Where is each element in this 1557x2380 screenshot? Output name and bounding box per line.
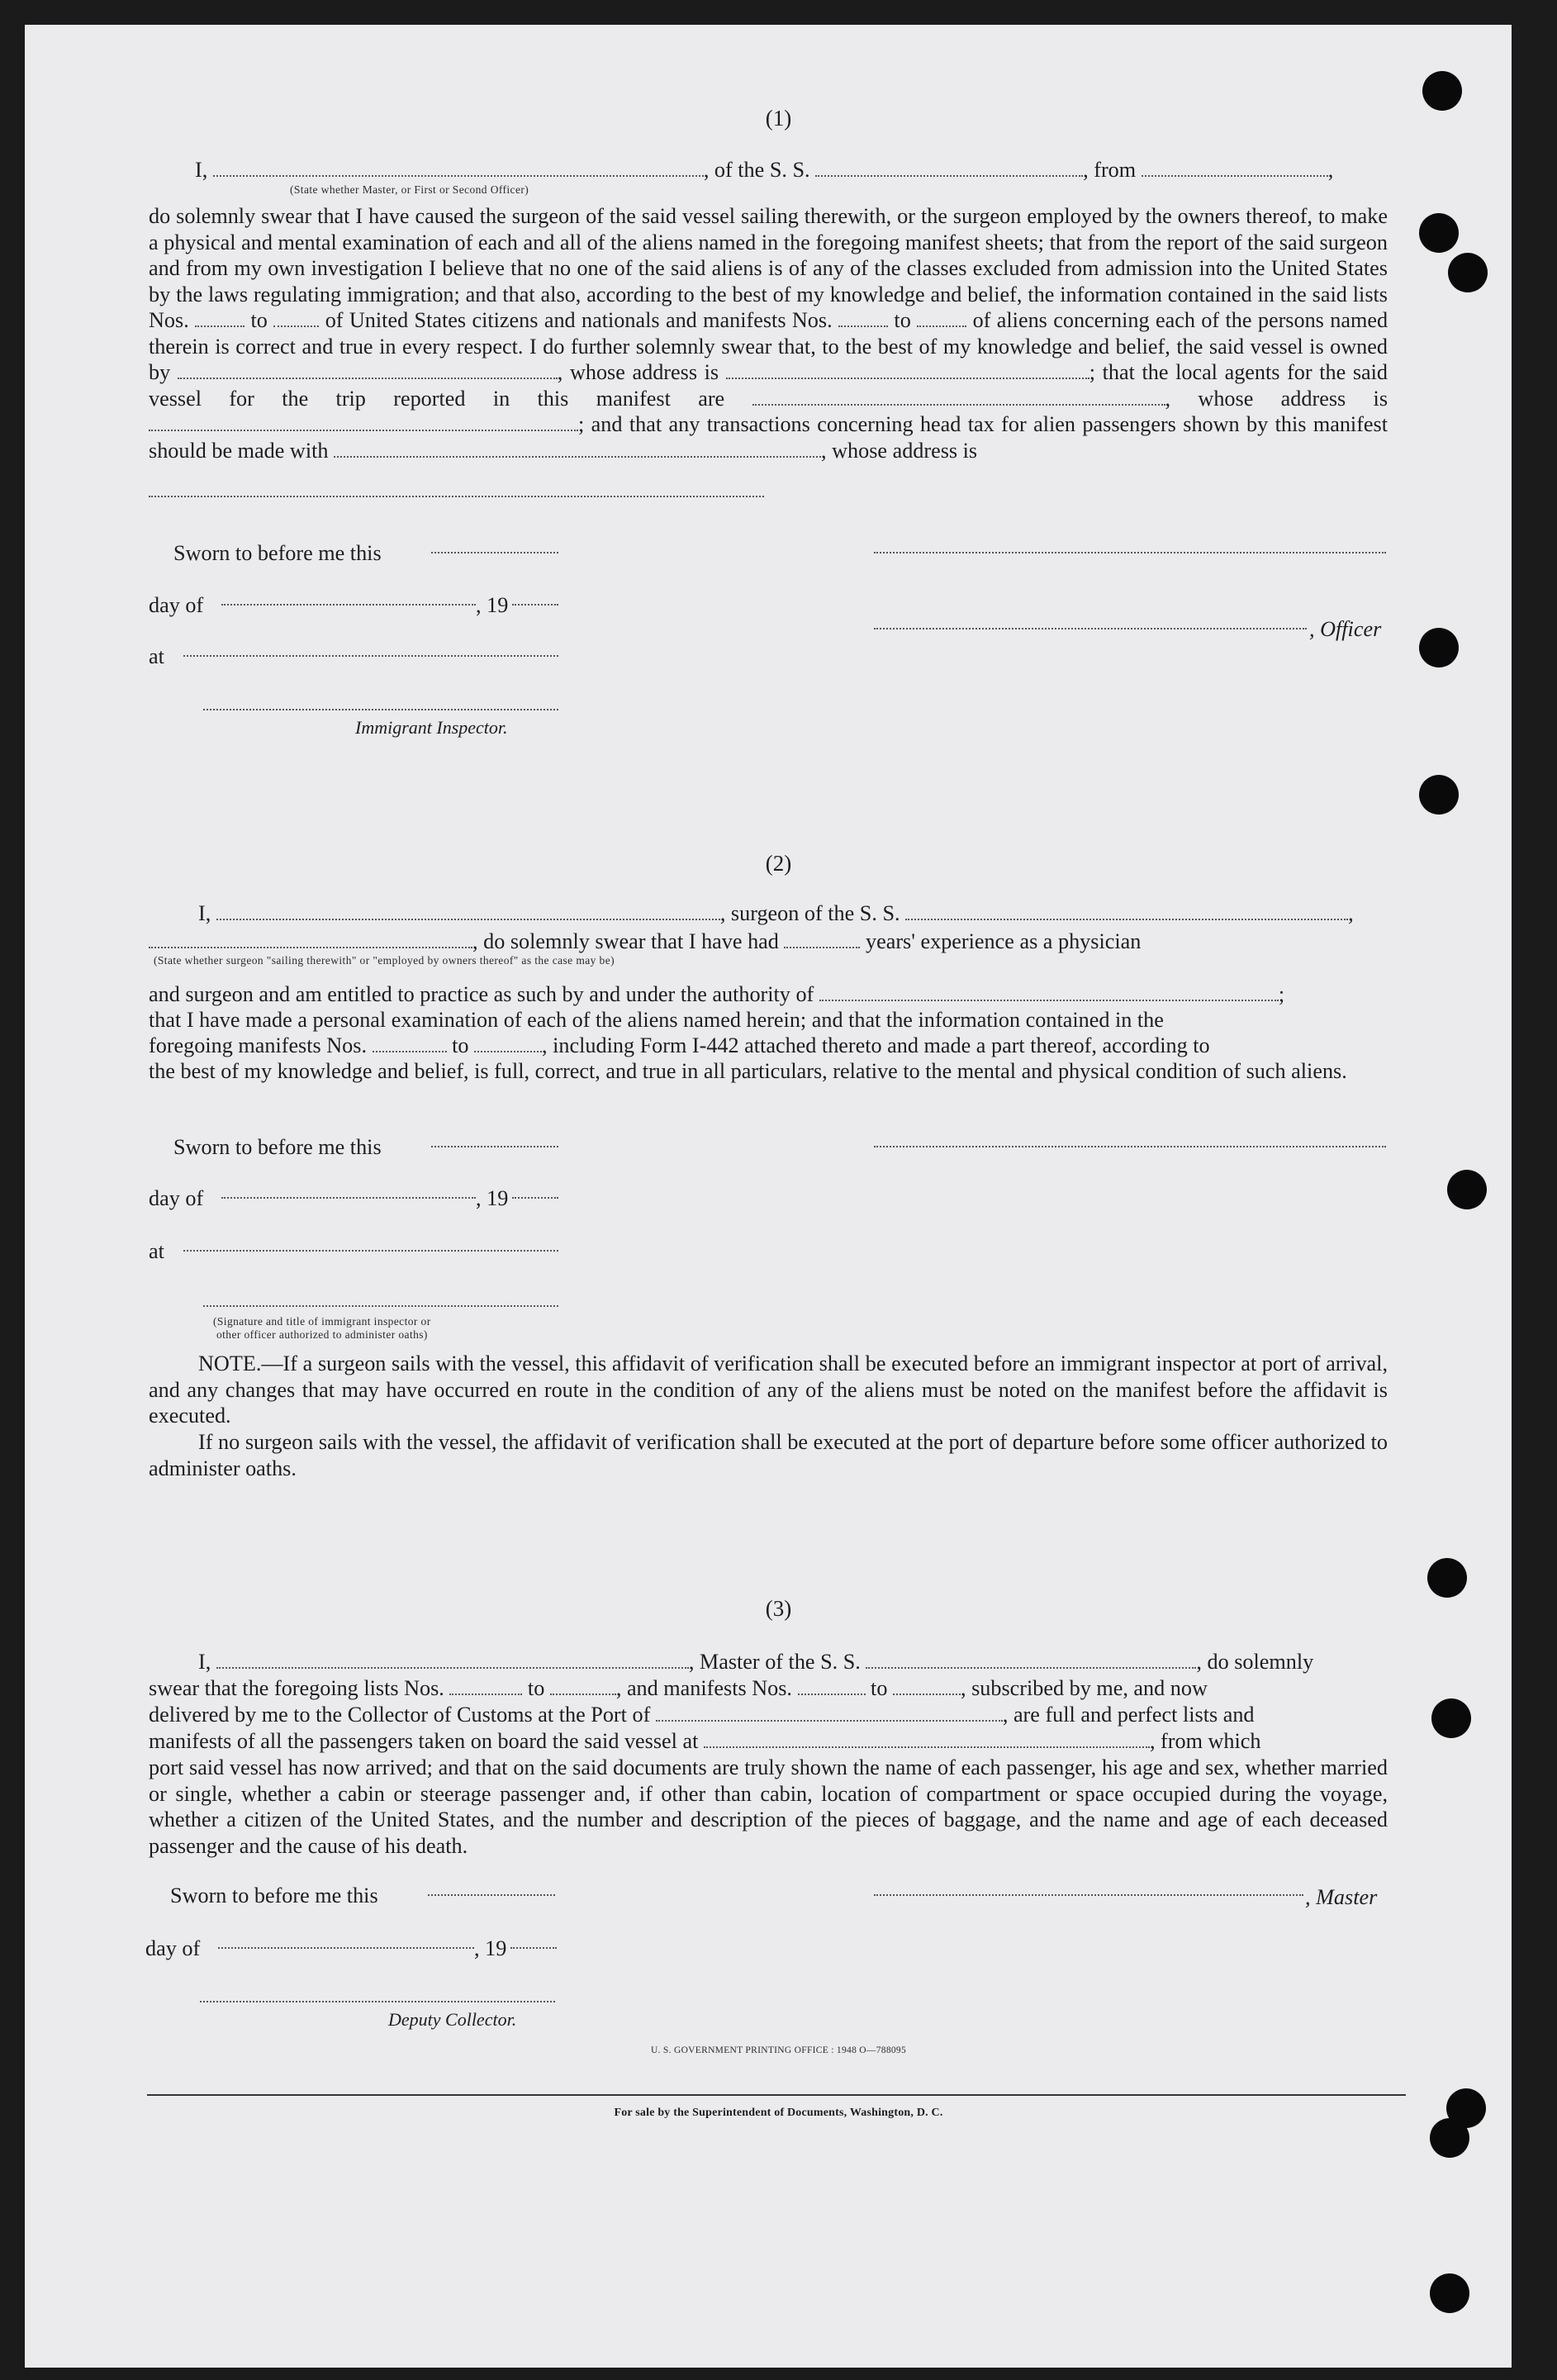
- s3-day-of-label: day of: [145, 1936, 201, 1960]
- vessel-name-field[interactable]: [815, 160, 1083, 177]
- local-agents-field[interactable]: [752, 389, 1165, 406]
- agents-address-field[interactable]: [149, 415, 578, 431]
- s2-line-6: the best of my knowledge and belief, is full, correct, and true in all particulars, relative to the mental and physical condition of such aliens.: [149, 1059, 1347, 1083]
- s2-sworn-label: Sworn to before me this: [173, 1135, 382, 1159]
- s1-paragraph: do solemnly swear that I have caused the surgeon of the said vessel sailing therewith, or the surgeon employed by the owners thereof, to make a physical and mental examination of each and all of the aliens named in the foregoing manifest sheets; that from the report of the said surgeon and from my own investigation I believe that no one of the said aliens is of any of the classes excluded from admission into the United States by the laws regulating immigration; and that also, according to the best of my knowledge and belief, the information contained in the said lists Nos. to of United States citizens and nationals and manifests Nos. to of aliens concerning each of the persons named therein is correct and true in every respect. I do further solemnly swear that, to the best of my knowledge and belief, the said vessel is owned by , whose address is ; that the local agents for the said vessel for the trip reported in this manifest are , whose address is ; and that any transactions concerning head tax for alien passengers shown by this manifest should be made with , whose address is: [149, 204, 1388, 463]
- s3-line-3: delivered by me to the Collector of Customs at the Port of , are full and perfect lists and: [149, 1703, 1255, 1727]
- s3-sworn-label: Sworn to before me this: [170, 1884, 378, 1907]
- s2-note-2: If no surgeon sails with the vessel, the affidavit of verification shall be executed at the port of departure before some officer authorized to administer oaths.: [149, 1430, 1388, 1480]
- s3-year-label: , 19: [474, 1936, 507, 1960]
- s1-inspector-signature-field[interactable]: [203, 709, 558, 710]
- gpo-imprint: U. S. GOVERNMENT PRINTING OFFICE : 1948 O—788095: [650, 2045, 907, 2055]
- s2-day-of-label: day of: [149, 1186, 204, 1210]
- s1-place-field[interactable]: [183, 655, 558, 657]
- s1-sworn-date-field[interactable]: [431, 552, 558, 553]
- owner-address-field[interactable]: [726, 363, 1089, 379]
- lists-to-field[interactable]: [273, 311, 319, 327]
- s2-place-field[interactable]: [183, 1250, 558, 1252]
- s3-collector-label: Deputy Collector.: [388, 2009, 517, 2030]
- punch-hole: [1419, 775, 1459, 815]
- s2-note-1: NOTE.—If a surgeon sails with the vessel, this affidavit of verification shall be executed before an immigrant inspector at port of arrival, and any changes that may have occurred en route in the condition of any of the aliens must be noted on the manifest before the affidavit is executed.: [149, 1352, 1388, 1428]
- s1-inspector-label: Immigrant Inspector.: [355, 717, 508, 738]
- s1-year-label: , 19: [476, 593, 509, 617]
- punch-hole: [1422, 71, 1462, 111]
- s2-year-field[interactable]: [512, 1197, 558, 1199]
- head-tax-address-field[interactable]: [149, 496, 764, 497]
- s2-line-4: that I have made a personal examination of each of the aliens named herein; and that the information contained in the: [149, 1008, 1164, 1032]
- boarding-port-field[interactable]: [704, 1732, 1150, 1748]
- s1-sworn-label: Sworn to before me this: [173, 541, 382, 565]
- s2-month-field[interactable]: [221, 1197, 476, 1199]
- master-name-field[interactable]: [216, 1652, 689, 1669]
- s3-paragraph: port said vessel has now arrived; and that on the said documents are truly shown the name of each passenger, his age and sex, whether married or single, whether a cabin or steerage passenger and, if other than cabin, location of compartment or space occupied during the voyage, whether a citizen of the United States, and the number and description of the pieces of baggage, and the name and age of each deceased passenger and the cause of his death.: [149, 1755, 1388, 1858]
- s2-sworn-date-field[interactable]: [431, 1146, 558, 1147]
- s2-line-3: and surgeon and am entitled to practice as such by and under the authority of ;: [149, 982, 1285, 1006]
- s2-line-5: foregoing manifests Nos. to , including Form I-442 attached thereto and made a part thereof, according to: [149, 1033, 1210, 1057]
- s2-line-2: , do solemnly swear that I have had years' experience as a physician: [149, 929, 1388, 955]
- s1-officer-title-field[interactable]: [874, 628, 1307, 629]
- s1-officer-label: , Officer: [1309, 617, 1382, 641]
- s3-line-2: swear that the foregoing lists Nos. to , and manifests Nos. to , subscribed by me, and now: [149, 1676, 1208, 1700]
- sale-notice: For sale by the Superintendent of Documents, Washington, D. C.: [614, 2107, 943, 2119]
- s3-line-4: manifests of all the passengers taken on board the said vessel at , from which: [149, 1729, 1261, 1753]
- s1-of-ss: , of the S. S.: [703, 158, 810, 182]
- s1-day-of-label: day of: [149, 593, 204, 617]
- punch-hole: [1431, 1698, 1471, 1738]
- s1-officer-hint: (State whether Master, or First or Second Officer): [290, 183, 529, 196]
- section-2-number: (2): [765, 851, 792, 876]
- s1-officer-signature-field[interactable]: [874, 552, 1386, 553]
- punch-hole: [1447, 1170, 1487, 1209]
- s1-year-field[interactable]: [512, 604, 558, 606]
- s2-year-label: , 19: [476, 1186, 509, 1210]
- s2-manifests-from-field[interactable]: [373, 1036, 447, 1052]
- s2-vessel-field[interactable]: [905, 904, 1348, 920]
- s3-master-label: , Master: [1305, 1885, 1378, 1909]
- s2-surgeon-hint: (State whether surgeon "sailing therewith" or "employed by owners thereof" as the case may be): [154, 954, 615, 967]
- s3-manifests-to-field[interactable]: [893, 1679, 961, 1695]
- punch-hole: [1430, 2273, 1469, 2313]
- officer-name-field[interactable]: [213, 160, 704, 177]
- punch-hole: [1427, 1558, 1467, 1598]
- s2-at-label: at: [149, 1239, 164, 1263]
- surgeon-name-field[interactable]: [216, 904, 720, 920]
- s2-surgeon-signature-field[interactable]: [874, 1146, 1386, 1147]
- s3-manifests-from-field[interactable]: [798, 1679, 866, 1695]
- s3-month-field[interactable]: [218, 1947, 474, 1949]
- authority-field[interactable]: [819, 985, 1279, 1001]
- punch-hole: [1448, 253, 1488, 292]
- s2-line-1: I, , surgeon of the S. S. ,: [198, 901, 1354, 925]
- s3-lists-to-field[interactable]: [550, 1679, 616, 1695]
- s1-month-field[interactable]: [221, 604, 476, 606]
- surgeon-status-field[interactable]: [149, 932, 472, 948]
- punch-hole: [1419, 213, 1459, 253]
- lists-from-field[interactable]: [195, 311, 244, 327]
- s2-manifests-to-field[interactable]: [474, 1036, 542, 1052]
- years-experience-field[interactable]: [784, 932, 860, 948]
- section-1-number: (1): [765, 106, 792, 131]
- s3-master-signature-field[interactable]: [874, 1894, 1303, 1896]
- s1-line-1: I, , of the S. S. , from ,: [195, 158, 1334, 182]
- s3-lists-from-field[interactable]: [449, 1679, 522, 1695]
- s3-year-field[interactable]: [510, 1947, 557, 1949]
- section-3-number: (3): [765, 1596, 792, 1621]
- s1-i: I,: [195, 158, 208, 182]
- s2-inspector-signature-field[interactable]: [203, 1305, 558, 1307]
- collector-port-field[interactable]: [656, 1705, 1003, 1722]
- punch-hole: [1430, 2118, 1469, 2158]
- departure-port-field[interactable]: [1142, 160, 1328, 177]
- head-tax-contact-field[interactable]: [334, 441, 821, 458]
- s1-from: , from: [1083, 158, 1137, 182]
- punch-hole: [1419, 628, 1459, 667]
- manifests-to-field[interactable]: [917, 311, 966, 327]
- s2-signature-hint-2: other officer authorized to administer oaths): [216, 1328, 428, 1341]
- s3-sworn-date-field[interactable]: [428, 1894, 555, 1896]
- footer-rule: [147, 2094, 1406, 2096]
- s3-collector-signature-field[interactable]: [200, 2001, 555, 2002]
- s2-signature-hint-1: (Signature and title of immigrant inspector or: [213, 1315, 431, 1328]
- owner-field[interactable]: [178, 363, 558, 379]
- s1-at-label: at: [149, 644, 164, 668]
- s3-line-1: I, , Master of the S. S. , do solemnly: [198, 1650, 1314, 1674]
- manifests-from-field[interactable]: [838, 311, 888, 327]
- s3-vessel-field[interactable]: [866, 1652, 1196, 1669]
